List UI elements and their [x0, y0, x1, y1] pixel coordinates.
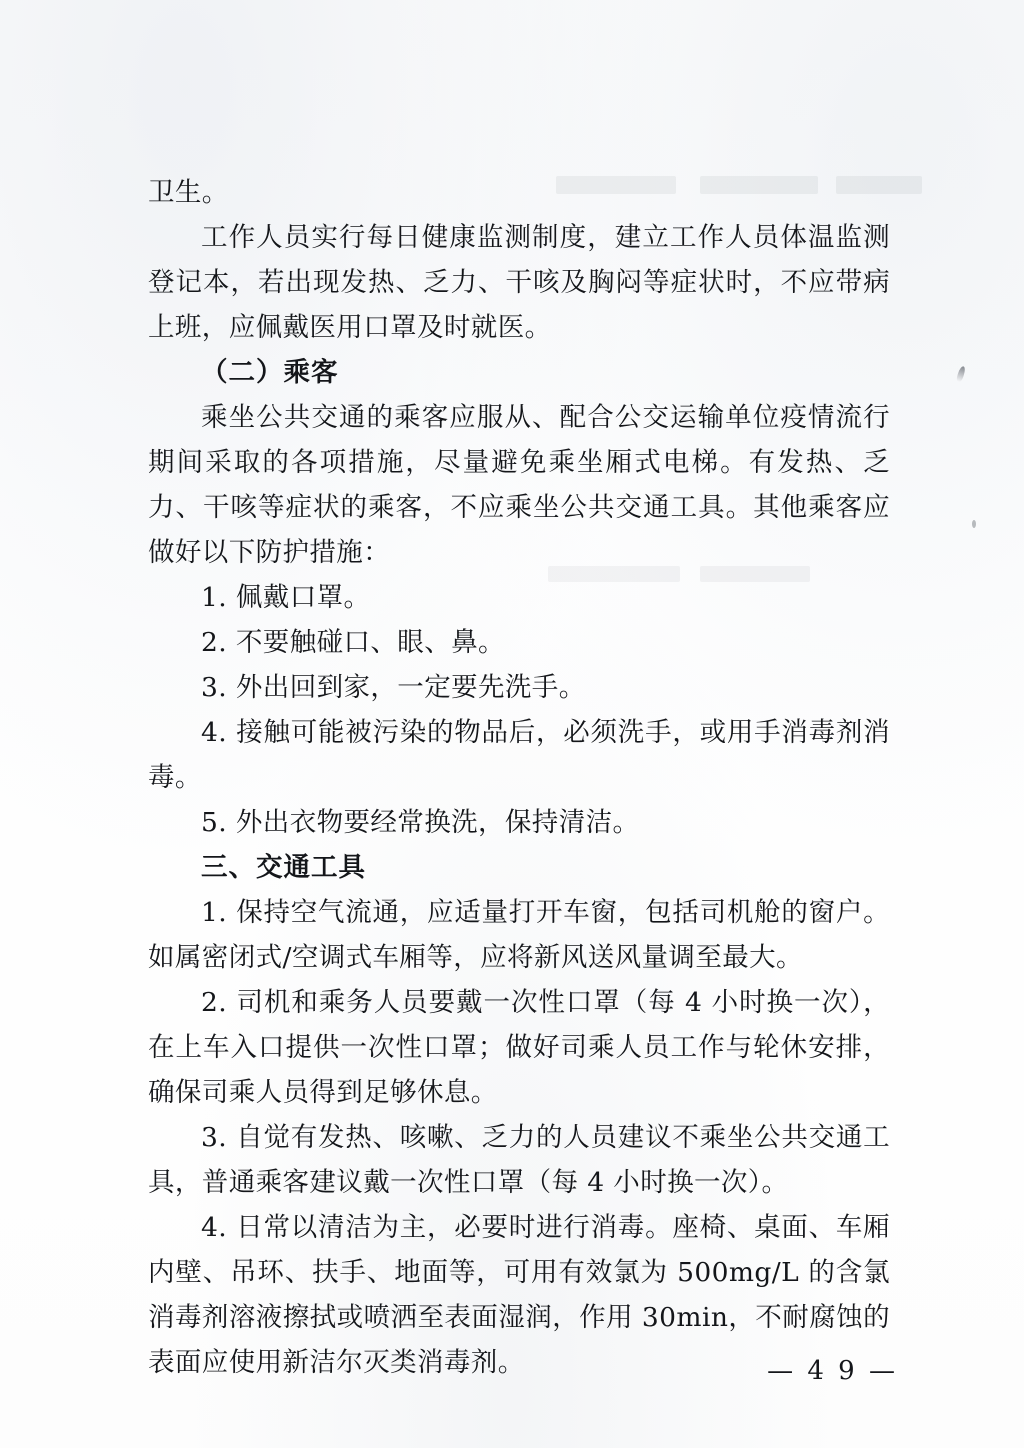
paragraph: 乘坐公共交通的乘客应服从、配合公交运输单位疫情流行期间采取的各项措施，尽量避免乘坐厢式电梯。有发热、乏力、干咳等症状的乘客，不应乘坐公共交通工具。其他乘客应做好以下防护措施： [148, 402, 890, 568]
paragraph: 4. 日常以清洁为主，必要时进行消毒。座椅、桌面、车厢内壁、吊环、扶手、地面等，可用有效氯为 500mg/L 的含氯消毒剂溶液擦拭或喷洒至表面湿润，作用 30min，不耐腐蚀的表面应使用新洁尔灭类消毒剂。 [148, 1212, 890, 1378]
paragraph: 3. 自觉有发热、咳嗽、乏力的人员建议不乘坐公共交通工具，普通乘客建议戴一次性口罩（每 4 小时换一次）。 [148, 1122, 890, 1198]
paragraph: 2. 司机和乘务人员要戴一次性口罩（每 4 小时换一次），在上车入口提供一次性口罩；做好司乘人员工作与轮休安排，确保司乘人员得到足够休息。 [148, 987, 890, 1108]
list-item: 1. 佩戴口罩。 [201, 582, 371, 613]
list-item: 3. 外出回到家，一定要先洗手。 [201, 672, 586, 703]
section-heading: （二）乘客 [201, 357, 339, 388]
list-item: 2. 不要触碰口、眼、鼻。 [201, 627, 505, 658]
ink-mark [972, 520, 976, 528]
ink-mark [956, 365, 967, 382]
list-item: 4. 接触可能被污染的物品后，必须洗手，或用手消毒剂消毒。 [148, 717, 890, 793]
section-heading: 三、交通工具 [201, 852, 366, 883]
paragraph: 1. 保持空气流通，应适量打开车窗，包括司机舱的窗户。如属密闭式/空调式车厢等，应将新风送风量调至最大。 [148, 897, 890, 973]
page-number: — 4 9 — [767, 1356, 898, 1386]
paragraph: 工作人员实行每日健康监测制度，建立工作人员体温监测登记本，若出现发热、乏力、干咳及胸闷等症状时，不应带病上班，应佩戴医用口罩及时就医。 [148, 222, 890, 343]
document-body [148, 170, 890, 1385]
list-item: 5. 外出衣物要经常换洗，保持清洁。 [201, 807, 640, 838]
paragraph: 卫生。 [148, 177, 229, 208]
